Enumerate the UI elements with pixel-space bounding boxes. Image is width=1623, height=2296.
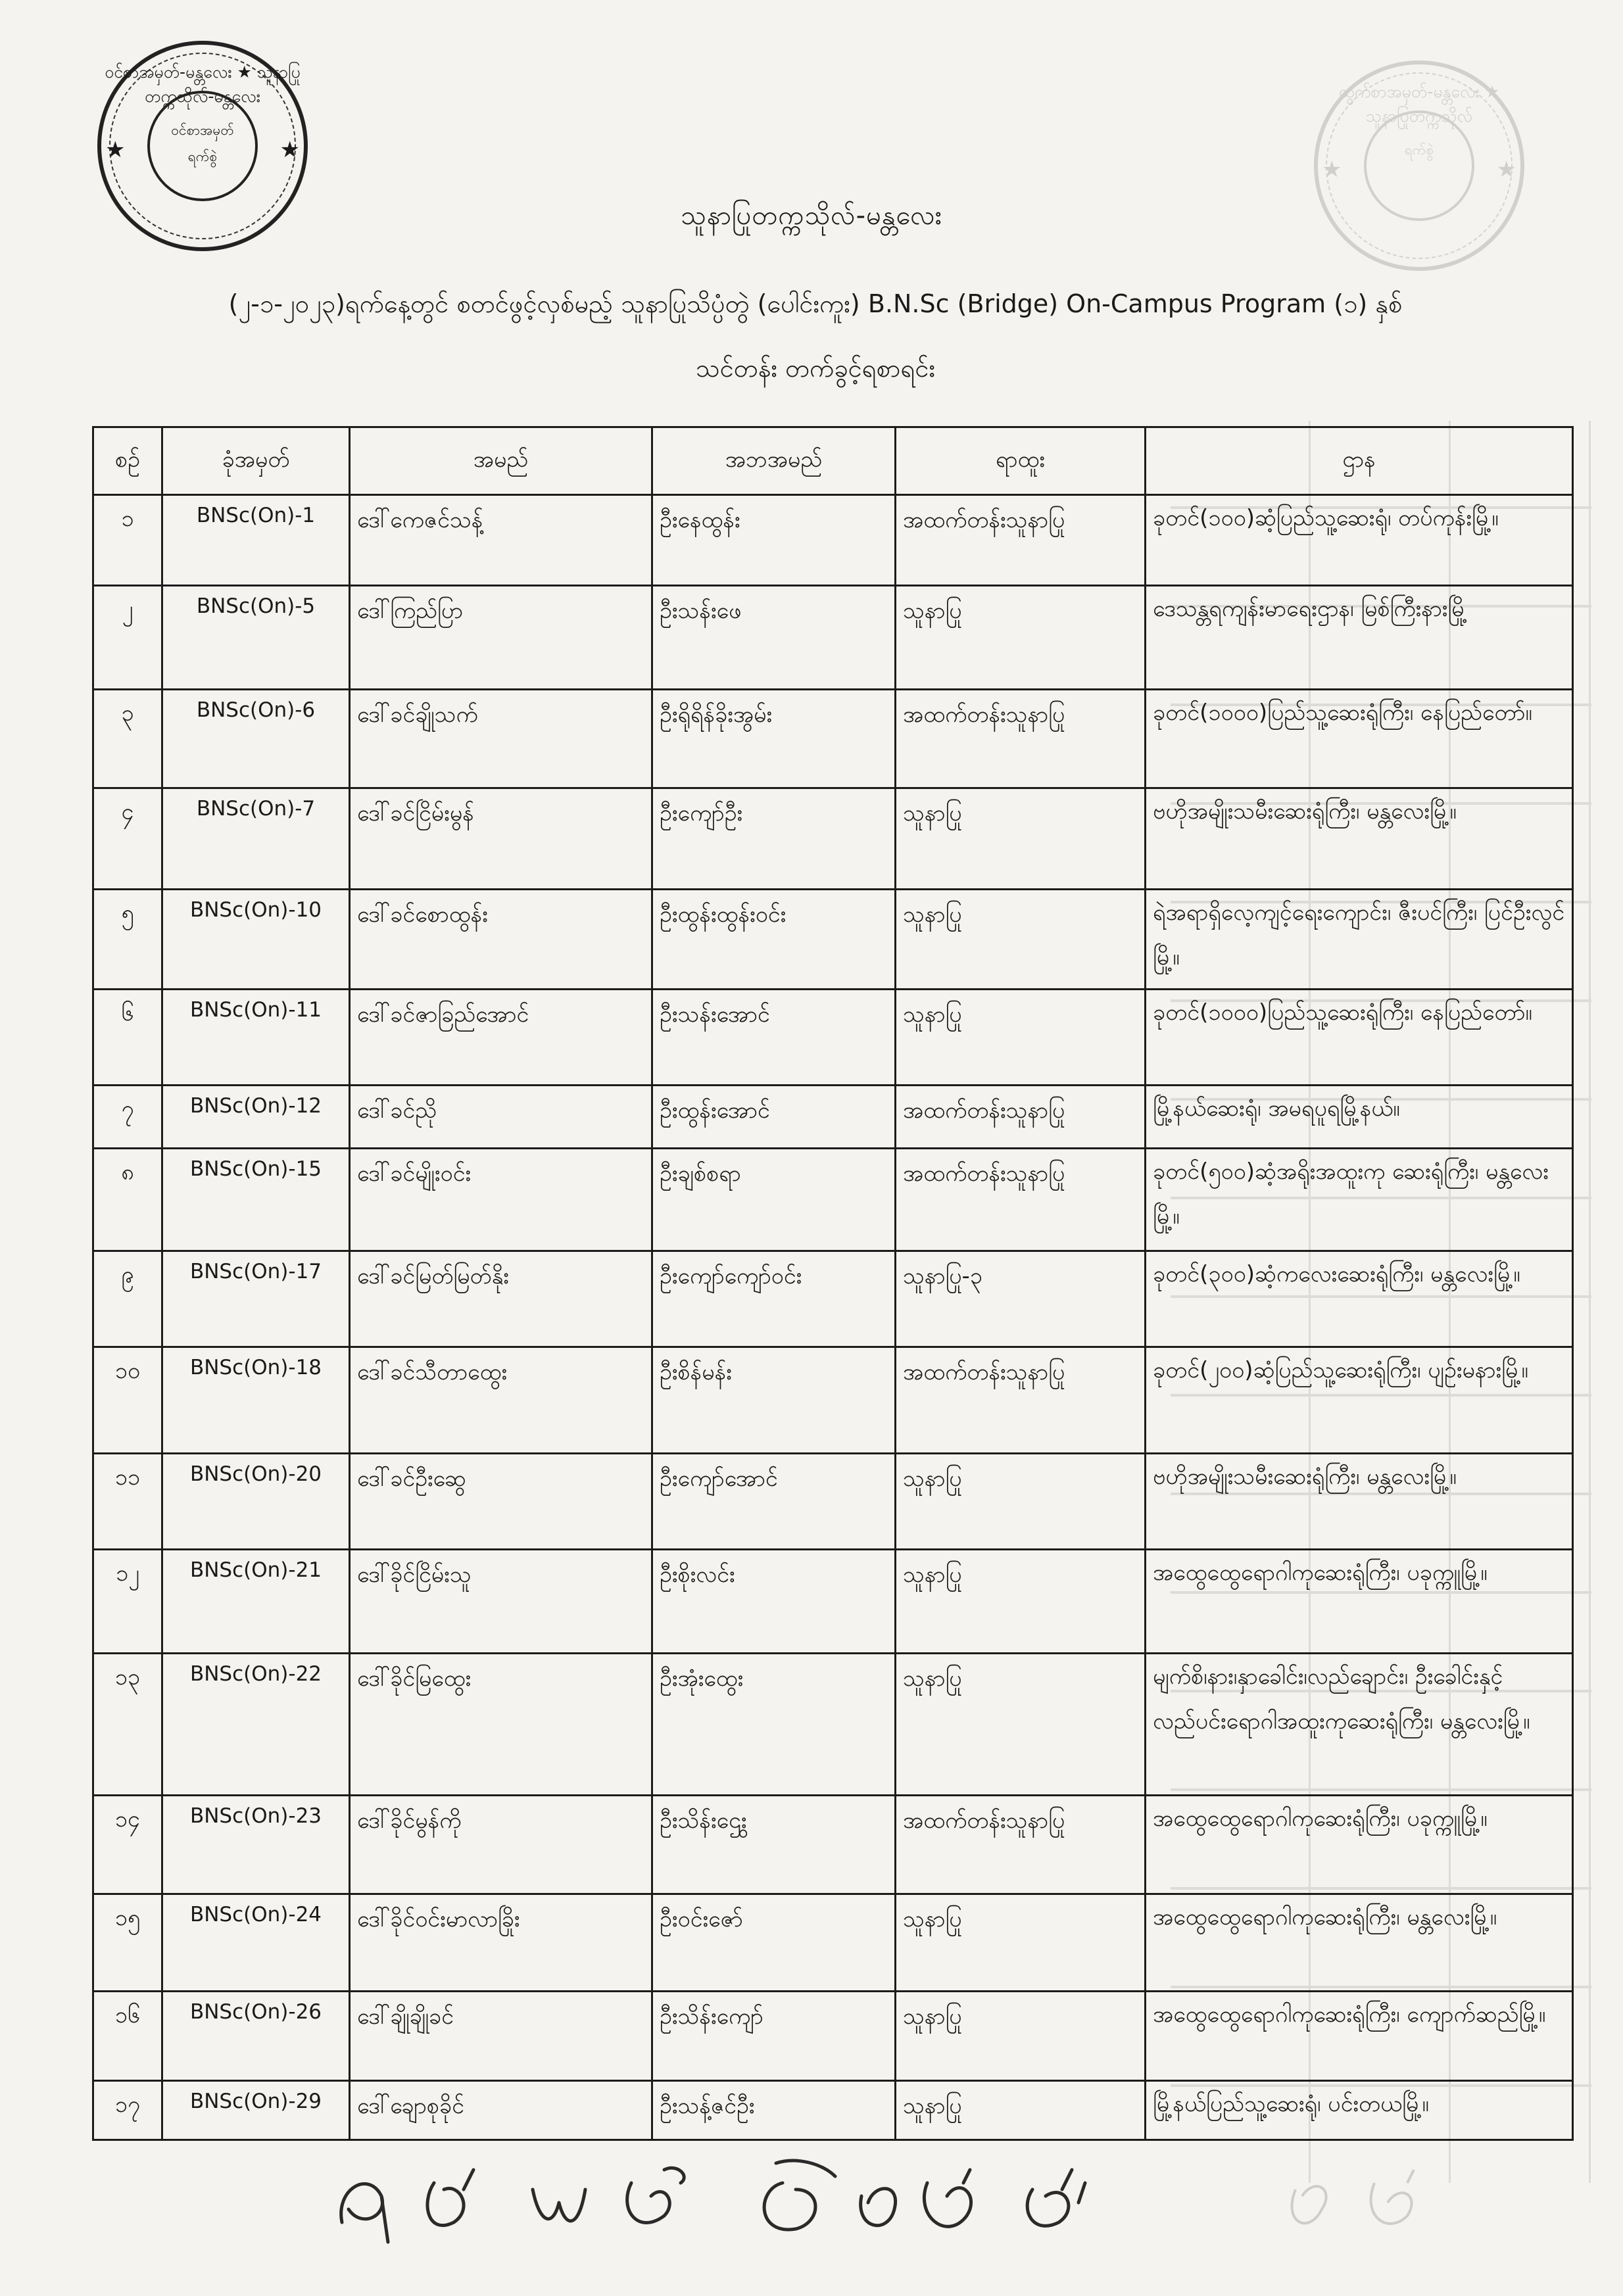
cell-father: ဦးသိန်းကျော် — [652, 1992, 896, 2081]
cell-rank: သူနာပြု — [896, 788, 1146, 890]
table-row — [93, 1550, 1573, 1654]
cell-father: ဦးကျော်ဦး — [652, 788, 896, 890]
star-icon: ★ — [1322, 156, 1342, 183]
cell-father: ဦးအုံးထွေး — [652, 1654, 896, 1796]
table-row — [93, 690, 1573, 788]
signature-stroke — [924, 2170, 971, 2226]
cell-department: ခုတင်(၁၀၀)ဆံ့ပြည်သူ့ဆေးရုံ၊ တပ်ကုန်းမြို့။ — [1146, 495, 1573, 586]
table-row — [93, 1347, 1573, 1454]
header-roll-no: ခုံအမှတ် — [162, 427, 350, 495]
table-row — [93, 1086, 1573, 1149]
table-row — [93, 495, 1573, 586]
table-row — [93, 1149, 1573, 1251]
cell-department: ဗဟိုအမျိုးသမီးဆေးရုံကြီး၊ မန္တလေးမြို့။ — [1146, 788, 1573, 890]
cell-name: ဒေါ်ချိုချိုခင် — [350, 1992, 652, 2081]
seal-right-outer-text: ထွက်စာအမှတ်-မန္တလေး ★ သူနာပြုတက္ကသိုလ် — [1338, 82, 1500, 126]
cell-department: မြို့နယ်ဆေးရုံ၊ အမရပူရမြို့နယ်။ — [1146, 1086, 1573, 1149]
cell-roll: BNSc(On)-22 — [162, 1654, 350, 1796]
cell-father: ဦးထွန်းအောင် — [652, 1086, 896, 1149]
cell-name: ဒေါ်ချောစုခိုင် — [350, 2081, 652, 2140]
table-row — [93, 1894, 1573, 1992]
admission-list-table — [92, 426, 1574, 2141]
cell-roll: BNSc(On)-23 — [162, 1796, 350, 1894]
cell-father: ဦးထွန်းထွန်းဝင်း — [652, 890, 896, 990]
cell-father: ဦးစိန်မန်း — [652, 1347, 896, 1454]
cell-department: ဗဟိုအမျိုးသမီးဆေးရုံကြီး၊ မန္တလေးမြို့။ — [1146, 1454, 1573, 1550]
table-row — [93, 1251, 1573, 1347]
document-heading-line-1: (၂-၁-၂၀၂၃)ရက်နေ့တွင် စတင်ဖွင့်လှစ်မည့် သူနာပြုသိပ္ပံတွဲ (ပေါင်းကူး) B.N.Sc (Bridge) On-Campus Program (၁) နှစ် — [228, 289, 1403, 318]
cell-department: ခုတင်(၃၀၀)ဆံ့ကလေးဆေးရုံကြီး၊ မန္တလေးမြို့။ — [1146, 1251, 1573, 1347]
cell-rank: သူနာပြု — [896, 1454, 1146, 1550]
star-icon: ★ — [105, 137, 126, 163]
cell-serial: ၂ — [93, 586, 162, 690]
seal-right-line-1: ရက်စွဲ — [1404, 142, 1434, 158]
cell-name: ဒေါ်ကြည်ပြာ — [350, 586, 652, 690]
cell-serial: ၁၁ — [93, 1454, 162, 1550]
signature-stroke — [533, 2189, 585, 2221]
cell-department: ဒေသန္တရကျန်းမာရေးဌာန၊ မြစ်ကြီးနားမြို့ — [1146, 586, 1573, 690]
cell-department: ရဲအရာရှိလေ့ကျင့်ရေးကျောင်း၊ ဇီးပင်ကြီး၊ ပြင်ဦးလွင်မြို့။ — [1146, 890, 1573, 990]
cell-rank: သူနာပြု — [896, 1550, 1146, 1654]
header-father-name: အဘအမည် — [652, 427, 896, 495]
table-row — [93, 1654, 1573, 1796]
cell-serial: ၅ — [93, 890, 162, 990]
cell-serial: ၇ — [93, 1086, 162, 1149]
cell-father: ဦးရိုရိန်ခိုးအွမ်း — [652, 690, 896, 788]
cell-name: ဒေါ်ခင်စောထွန်း — [350, 890, 652, 990]
cell-rank: အထက်တန်းသူနာပြု — [896, 1347, 1146, 1454]
cell-roll: BNSc(On)-20 — [162, 1454, 350, 1550]
cell-rank: အထက်တန်းသူနာပြု — [896, 495, 1146, 586]
cell-serial: ၁၂ — [93, 1550, 162, 1654]
cell-father: ဦးသိန်းဌွေး — [652, 1796, 896, 1894]
cell-roll: BNSc(On)-18 — [162, 1347, 350, 1454]
cell-rank: သူနာပြု — [896, 890, 1146, 990]
cell-roll: BNSc(On)-12 — [162, 1086, 350, 1149]
cell-name: ဒေါ်ခိုင်မြထွေး — [350, 1654, 652, 1796]
cell-rank: သူနာပြု — [896, 586, 1146, 690]
table-row — [93, 788, 1573, 890]
cell-father: ဦးဝင်းဇော် — [652, 1894, 896, 1992]
header-name: အမည် — [350, 427, 652, 495]
cell-rank: သူနာပြု — [896, 1992, 1146, 2081]
cell-serial: ၆ — [93, 990, 162, 1086]
cell-serial: ၁၅ — [93, 1894, 162, 1992]
faint-signature-stroke — [1371, 2170, 1414, 2224]
cell-roll: BNSc(On)-29 — [162, 2081, 350, 2140]
handwritten-signatures — [322, 2143, 1493, 2255]
cell-name: ဒေါ်ခင်ဇာခြည်အောင် — [350, 990, 652, 1086]
cell-roll: BNSc(On)-26 — [162, 1992, 350, 2081]
cell-department: ခုတင်(၂၀၀)ဆံ့ပြည်သူ့ဆေးရုံကြီး၊ ပျဉ်းမနားမြို့။ — [1146, 1347, 1573, 1454]
cell-roll: BNSc(On)-5 — [162, 586, 350, 690]
cell-serial: ၉ — [93, 1251, 162, 1347]
cell-department: ခုတင်(၁၀၀၀)ပြည်သူ့ဆေးရုံကြီး၊ နေပြည်တော်။ — [1146, 990, 1573, 1086]
faint-signature-stroke — [1292, 2186, 1326, 2223]
cell-roll: BNSc(On)-1 — [162, 495, 350, 586]
signature-stroke — [627, 2168, 685, 2222]
cell-rank: အထက်တန်းသူနာပြု — [896, 690, 1146, 788]
table-header-row — [93, 427, 1573, 495]
cell-name: ဒေါ်ခင်မျိုးဝင်း — [350, 1149, 652, 1251]
cell-roll: BNSc(On)-15 — [162, 1149, 350, 1251]
signature-stroke — [427, 2170, 473, 2226]
cell-department: ခုတင်(၅၀၀)ဆံ့အရိုးအထူးကု ဆေးရုံကြီး၊ မန္တလေးမြို့။ — [1146, 1149, 1573, 1251]
cell-rank: သူနာပြု-၃ — [896, 1251, 1146, 1347]
cell-father: ဦးသန်းဖေ — [652, 586, 896, 690]
cell-name: ဒေါ်ခင်မြတ်မြတ်နိုး — [350, 1251, 652, 1347]
signature-stroke — [1027, 2170, 1085, 2226]
cell-name: ဒေါ်ခင်ညို — [350, 1086, 652, 1149]
cell-rank: သူနာပြု — [896, 2081, 1146, 2140]
table-row — [93, 586, 1573, 690]
cell-father: ဦးသန့်ဇင်ဦး — [652, 2081, 896, 2140]
cell-department: အထွေထွေရောဂါကုဆေးရုံကြီး၊ ပခုက္ကူမြို့။ — [1146, 1796, 1573, 1894]
seal-left-line-1: ဝင်စာအမှတ် — [171, 122, 234, 138]
cell-name: ဒေါ်ခင်ဦးဆွေ — [350, 1454, 652, 1550]
cell-name: ဒေါ်ခိုင်ဝင်းမာလာခြိုး — [350, 1894, 652, 1992]
cell-serial: ၁ — [93, 495, 162, 586]
cell-name: ဒေါ်ခင်သီတာထွေး — [350, 1347, 652, 1454]
cell-department: အထွေထွေရောဂါကုဆေးရုံကြီး၊ မန္တလေးမြို့။ — [1146, 1894, 1573, 1992]
table-row — [93, 890, 1573, 990]
table-row — [93, 1992, 1573, 2081]
cell-father: ဦးချစ်စရာ — [652, 1149, 896, 1251]
official-seal-right — [1314, 60, 1524, 271]
cell-department: မျက်စိ၊နား၊နှာခေါင်း၊လည်ချောင်း၊ ဦးခေါင်းနှင့်လည်ပင်းရောဂါအထူးကုဆေးရုံကြီး၊ မန္တလေးမြို့။ — [1146, 1654, 1573, 1796]
cell-name: ဒေါ်ခင်ချိုသက် — [350, 690, 652, 788]
signature-stroke — [861, 2189, 896, 2226]
seal-left-line-2: ရက်စွဲ — [187, 149, 218, 164]
signature-stroke — [341, 2184, 388, 2242]
header-rank: ရာထူး — [896, 427, 1146, 495]
star-icon: ★ — [279, 137, 300, 163]
cell-name: ဒေါ်ခင်ငြိမ်းမွန် — [350, 788, 652, 890]
table-row — [93, 990, 1573, 1086]
cell-name: ဒေါ်ခိုင်မွန်ကို — [350, 1796, 652, 1894]
cell-name: ဒေါ်ခိုင်ငြိမ်းသူ — [350, 1550, 652, 1654]
cell-roll: BNSc(On)-10 — [162, 890, 350, 990]
header-department: ဌာန — [1146, 427, 1573, 495]
cell-name: ဒေါ်ကေဇင်သန့် — [350, 495, 652, 586]
cell-rank: သူနာပြု — [896, 1654, 1146, 1796]
cell-roll: BNSc(On)-6 — [162, 690, 350, 788]
cell-serial: ၃ — [93, 690, 162, 788]
cell-rank: သူနာပြု — [896, 990, 1146, 1086]
cell-rank: အထက်တန်းသူနာပြု — [896, 1149, 1146, 1251]
table-row — [93, 1796, 1573, 1894]
cell-rank: အထက်တန်းသူနာပြု — [896, 1086, 1146, 1149]
cell-serial: ၁၀ — [93, 1347, 162, 1454]
cell-department: မြို့နယ်ပြည်သူ့ဆေးရုံ၊ ပင်းတယမြို့။ — [1146, 2081, 1573, 2140]
cell-roll: BNSc(On)-24 — [162, 1894, 350, 1992]
cell-roll: BNSc(On)-17 — [162, 1251, 350, 1347]
cell-serial: ၁၄ — [93, 1796, 162, 1894]
cell-serial: ၁၇ — [93, 2081, 162, 2140]
cell-roll: BNSc(On)-7 — [162, 788, 350, 890]
cell-serial: ၁၃ — [93, 1654, 162, 1796]
office-title: သူနာပြုတက္ကသိုလ်-မန္တလေး — [681, 201, 942, 231]
cell-rank: အထက်တန်းသူနာပြု — [896, 1796, 1146, 1894]
cell-father: ဦးကျော်ကျော်ဝင်း — [652, 1251, 896, 1347]
cell-rank: သူနာပြု — [896, 1894, 1146, 1992]
cell-roll: BNSc(On)-11 — [162, 990, 350, 1086]
cell-serial: ၈ — [93, 1149, 162, 1251]
seal-left-outer-text: ဝင်စာအမှတ်-မန္တလေး ★ သူနာပြုတက္ကသိုလ်-မန္တလေး — [105, 62, 301, 106]
cell-father: ဦးနေထွန်း — [652, 495, 896, 586]
cell-roll: BNSc(On)-21 — [162, 1550, 350, 1654]
cell-serial: ၄ — [93, 788, 162, 890]
table-row — [93, 2081, 1573, 2140]
cell-father: ဦးကျော်အောင် — [652, 1454, 896, 1550]
cell-serial: ၁၆ — [93, 1992, 162, 2081]
cell-father: ဦးသန်းအောင် — [652, 990, 896, 1086]
seal-left-center — [147, 91, 258, 201]
header-serial: စဉ် — [93, 427, 162, 495]
star-icon: ★ — [1496, 156, 1516, 183]
table-row — [93, 1454, 1573, 1550]
cell-department: အထွေထွေရောဂါကုဆေးရုံကြီး၊ ကျောက်ဆည်မြို့။ — [1146, 1992, 1573, 2081]
cell-father: ဦးစိုးလင်း — [652, 1550, 896, 1654]
signature-stroke — [764, 2161, 835, 2230]
cell-department: ခုတင်(၁၀၀၀)ပြည်သူ့ဆေးရုံကြီး၊ နေပြည်တော်။ — [1146, 690, 1573, 788]
cell-department: အထွေထွေရောဂါကုဆေးရုံကြီး၊ ပခုက္ကူမြို့။ — [1146, 1550, 1573, 1654]
document-heading-line-2: သင်တန်း တက်ခွင့်ရစာရင်း — [695, 354, 936, 383]
